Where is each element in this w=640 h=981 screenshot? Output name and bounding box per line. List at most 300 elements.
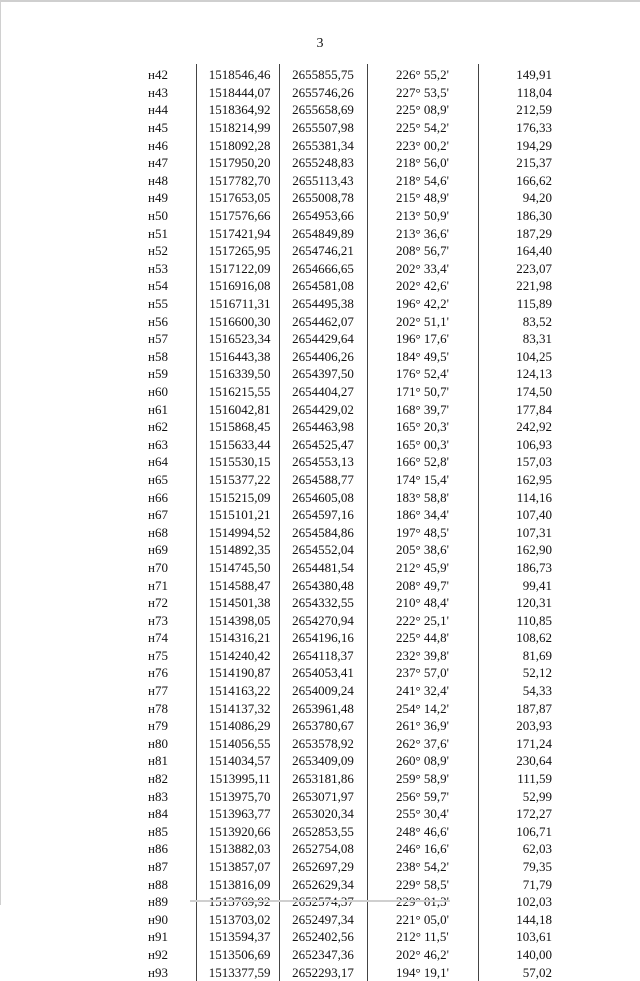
direction-angle-cell: 255° 30,4' [367, 805, 478, 823]
y-coordinate-cell: 2655113,43 [279, 172, 367, 190]
y-coordinate-cell: 2654581,08 [279, 277, 367, 295]
segment-length-cell: 203,93 [478, 717, 572, 735]
direction-angle-cell: 213° 36,6' [367, 224, 478, 242]
x-coordinate-cell: 1515633,44 [196, 435, 279, 453]
direction-angle-cell: 213° 50,9' [367, 207, 478, 225]
point-name-cell: н80 [148, 735, 168, 751]
scan-top-border [0, 0, 640, 5]
point-name-cell: н44 [148, 102, 168, 118]
segment-length-cell: 107,31 [478, 523, 572, 541]
table-row [120, 84, 572, 102]
table-row [120, 752, 572, 770]
point-name-cell: н90 [148, 911, 168, 927]
direction-angle-cell: 197° 48,5' [367, 523, 478, 541]
point-name-cell: н81 [148, 753, 168, 769]
x-coordinate-cell: 1513975,70 [196, 787, 279, 805]
direction-angle-cell: 241° 32,4' [367, 682, 478, 700]
page-number: 3 [316, 36, 324, 51]
direction-angle-cell: 261° 36,9' [367, 717, 478, 735]
segment-length-cell: 140,00 [478, 946, 572, 964]
x-coordinate-cell: 1517782,70 [196, 172, 279, 190]
x-coordinate-cell: 1516711,31 [196, 295, 279, 313]
y-coordinate-cell: 2654406,26 [279, 348, 367, 366]
table-row [120, 277, 572, 295]
y-coordinate-cell: 2653020,34 [279, 805, 367, 823]
segment-length-cell: 102,03 [478, 893, 572, 911]
y-coordinate-cell: 2653961,48 [279, 699, 367, 717]
point-name-cell: н78 [148, 700, 168, 716]
segment-length-cell: 149,91 [478, 64, 572, 84]
table-row [120, 295, 572, 313]
segment-length-cell: 52,99 [478, 787, 572, 805]
table-row [120, 154, 572, 172]
direction-angle-cell: 232° 39,8' [367, 647, 478, 665]
x-coordinate-cell: 1513377,59 [196, 963, 279, 981]
x-coordinate-cell: 1514086,29 [196, 717, 279, 735]
segment-length-cell: 221,98 [478, 277, 572, 295]
point-name-cell: н88 [148, 876, 168, 892]
point-name-cell: н82 [148, 771, 168, 787]
segment-length-cell: 83,52 [478, 312, 572, 330]
direction-angle-cell: 202° 42,6' [367, 277, 478, 295]
y-coordinate-cell: 2653409,09 [279, 752, 367, 770]
direction-angle-cell: 194° 19,1' [367, 963, 478, 981]
y-coordinate-cell: 2654463,98 [279, 418, 367, 436]
point-name-cell: н74 [148, 630, 168, 646]
coordinates-table-body [120, 64, 572, 981]
table-row [120, 559, 572, 577]
y-coordinate-cell: 2653181,86 [279, 770, 367, 788]
table-row [120, 330, 572, 348]
x-coordinate-cell: 1517653,05 [196, 189, 279, 207]
y-coordinate-cell: 2653780,67 [279, 717, 367, 735]
segment-length-cell: 162,90 [478, 541, 572, 559]
point-name-cell: н43 [148, 84, 168, 100]
point-name-cell: н71 [148, 577, 168, 593]
direction-angle-cell: 256° 59,7' [367, 787, 478, 805]
table-row [120, 101, 572, 119]
point-name-cell: н73 [148, 612, 168, 628]
x-coordinate-cell: 1514190,87 [196, 664, 279, 682]
direction-angle-cell: 212° 45,9' [367, 559, 478, 577]
x-coordinate-cell: 1514034,57 [196, 752, 279, 770]
point-name-cell: н70 [148, 559, 168, 575]
table-row [120, 946, 572, 964]
y-coordinate-cell: 2654009,24 [279, 682, 367, 700]
direction-angle-cell: 205° 38,6' [367, 541, 478, 559]
point-name-cell: н48 [148, 172, 168, 188]
point-name-cell: н60 [148, 383, 168, 399]
segment-length-cell: 57,02 [478, 963, 572, 981]
point-name-cell: н49 [148, 190, 168, 206]
boundary-coordinates-table [120, 64, 572, 981]
x-coordinate-cell: 1517421,94 [196, 224, 279, 242]
y-coordinate-cell: 2652497,34 [279, 911, 367, 929]
point-name-cell: н93 [148, 964, 168, 980]
table-row [120, 594, 572, 612]
segment-length-cell: 162,95 [478, 471, 572, 489]
y-coordinate-cell: 2652697,29 [279, 858, 367, 876]
y-coordinate-cell: 2652402,56 [279, 928, 367, 946]
direction-angle-cell: 238° 54,2' [367, 858, 478, 876]
table-row [120, 647, 572, 665]
segment-length-cell: 186,73 [478, 559, 572, 577]
y-coordinate-cell: 2654397,50 [279, 365, 367, 383]
direction-angle-cell: 221° 05,0' [367, 911, 478, 929]
x-coordinate-cell: 1515868,45 [196, 418, 279, 436]
x-coordinate-cell: 1518546,46 [196, 64, 279, 84]
x-coordinate-cell: 1518214,99 [196, 119, 279, 137]
x-coordinate-cell: 1515530,15 [196, 453, 279, 471]
x-coordinate-cell: 1516042,81 [196, 400, 279, 418]
table-row [120, 189, 572, 207]
point-name-cell: н92 [148, 946, 168, 962]
x-coordinate-cell: 1516443,38 [196, 348, 279, 366]
direction-angle-cell: 215° 48,9' [367, 189, 478, 207]
table-row [120, 453, 572, 471]
y-coordinate-cell: 2655746,26 [279, 84, 367, 102]
table-row [120, 928, 572, 946]
segment-length-cell: 187,29 [478, 224, 572, 242]
x-coordinate-cell: 1516215,55 [196, 383, 279, 401]
table-row [120, 136, 572, 154]
direction-angle-cell: 186° 34,4' [367, 506, 478, 524]
table-row [120, 875, 572, 893]
direction-angle-cell: 212° 11,5' [367, 928, 478, 946]
y-coordinate-cell: 2655008,78 [279, 189, 367, 207]
x-coordinate-cell: 1514501,38 [196, 594, 279, 612]
y-coordinate-cell: 2654429,02 [279, 400, 367, 418]
table-row [120, 770, 572, 788]
x-coordinate-cell: 1513963,77 [196, 805, 279, 823]
segment-length-cell: 108,62 [478, 629, 572, 647]
y-coordinate-cell: 2654553,13 [279, 453, 367, 471]
y-coordinate-cell: 2654953,66 [279, 207, 367, 225]
direction-angle-cell: 210° 48,4' [367, 594, 478, 612]
direction-angle-cell: 196° 42,2' [367, 295, 478, 313]
direction-angle-cell: 171° 50,7' [367, 383, 478, 401]
segment-length-cell: 106,93 [478, 435, 572, 453]
x-coordinate-cell: 1517950,20 [196, 154, 279, 172]
table-row [120, 805, 572, 823]
table-row [120, 418, 572, 436]
direction-angle-cell: 184° 49,5' [367, 348, 478, 366]
segment-length-cell: 120,31 [478, 594, 572, 612]
direction-angle-cell: 225° 44,8' [367, 629, 478, 647]
y-coordinate-cell: 2655855,75 [279, 64, 367, 84]
x-coordinate-cell: 1514588,47 [196, 576, 279, 594]
table-row [120, 207, 572, 225]
x-coordinate-cell: 1517265,95 [196, 242, 279, 260]
segment-length-cell: 223,07 [478, 260, 572, 278]
direction-angle-cell: 202° 33,4' [367, 260, 478, 278]
point-name-cell: н61 [148, 401, 168, 417]
direction-angle-cell: 223° 00,2' [367, 136, 478, 154]
table-row [120, 699, 572, 717]
x-coordinate-cell: 1518364,92 [196, 101, 279, 119]
table-row [120, 629, 572, 647]
x-coordinate-cell: 1514163,22 [196, 682, 279, 700]
table-row [120, 260, 572, 278]
direction-angle-cell: 229° 58,5' [367, 875, 478, 893]
segment-length-cell: 215,37 [478, 154, 572, 172]
x-coordinate-cell: 1513882,03 [196, 840, 279, 858]
segment-length-cell: 114,16 [478, 488, 572, 506]
segment-length-cell: 110,85 [478, 611, 572, 629]
y-coordinate-cell: 2652347,36 [279, 946, 367, 964]
x-coordinate-cell: 1514056,55 [196, 735, 279, 753]
direction-angle-cell: 166° 52,8' [367, 453, 478, 471]
table-row [120, 735, 572, 753]
x-coordinate-cell: 1517122,09 [196, 260, 279, 278]
direction-angle-cell: 237° 57,0' [367, 664, 478, 682]
table-row [120, 611, 572, 629]
point-name-cell: н79 [148, 718, 168, 734]
segment-length-cell: 111,59 [478, 770, 572, 788]
direction-angle-cell: 254° 14,2' [367, 699, 478, 717]
direction-angle-cell: 202° 46,2' [367, 946, 478, 964]
y-coordinate-cell: 2654605,08 [279, 488, 367, 506]
table-row [120, 717, 572, 735]
x-coordinate-cell: 1515215,09 [196, 488, 279, 506]
point-name-cell: н59 [148, 366, 168, 382]
point-name-cell: н57 [148, 331, 168, 347]
segment-length-cell: 212,59 [478, 101, 572, 119]
y-coordinate-cell: 2654552,04 [279, 541, 367, 559]
direction-angle-cell: 227° 53,5' [367, 84, 478, 102]
y-coordinate-cell: 2654481,54 [279, 559, 367, 577]
segment-length-cell: 99,41 [478, 576, 572, 594]
table-row [120, 840, 572, 858]
point-name-cell: н50 [148, 208, 168, 224]
table-row [120, 664, 572, 682]
table-row [120, 682, 572, 700]
table-row [120, 823, 572, 841]
x-coordinate-cell: 1513857,07 [196, 858, 279, 876]
segment-length-cell: 230,64 [478, 752, 572, 770]
point-name-cell: н54 [148, 278, 168, 294]
y-coordinate-cell: 2655507,98 [279, 119, 367, 137]
x-coordinate-cell: 1514994,52 [196, 523, 279, 541]
y-coordinate-cell: 2654666,65 [279, 260, 367, 278]
point-name-cell: н46 [148, 137, 168, 153]
direction-angle-cell: 225° 54,2' [367, 119, 478, 137]
direction-angle-cell: 259° 58,9' [367, 770, 478, 788]
segment-length-cell: 124,13 [478, 365, 572, 383]
table-row [120, 488, 572, 506]
segment-length-cell: 186,30 [478, 207, 572, 225]
point-name-cell: н86 [148, 841, 168, 857]
direction-angle-cell: 208° 56,7' [367, 242, 478, 260]
x-coordinate-cell: 1515377,22 [196, 471, 279, 489]
direction-angle-cell: 183° 58,8' [367, 488, 478, 506]
point-name-cell: н55 [148, 296, 168, 312]
segment-length-cell: 176,33 [478, 119, 572, 137]
y-coordinate-cell: 2654270,94 [279, 611, 367, 629]
segment-length-cell: 62,03 [478, 840, 572, 858]
y-coordinate-cell: 2654495,38 [279, 295, 367, 313]
y-coordinate-cell: 2654746,21 [279, 242, 367, 260]
point-name-cell: н69 [148, 542, 168, 558]
segment-length-cell: 157,03 [478, 453, 572, 471]
x-coordinate-cell: 1517576,66 [196, 207, 279, 225]
point-name-cell: н42 [148, 67, 168, 83]
y-coordinate-cell: 2655658,69 [279, 101, 367, 119]
point-name-cell: н83 [148, 788, 168, 804]
table-row [120, 348, 572, 366]
x-coordinate-cell: 1514398,05 [196, 611, 279, 629]
y-coordinate-cell: 2654525,47 [279, 435, 367, 453]
direction-angle-cell: 202° 51,1' [367, 312, 478, 330]
point-name-cell: н65 [148, 471, 168, 487]
direction-angle-cell: 262° 37,6' [367, 735, 478, 753]
x-coordinate-cell: 1518444,07 [196, 84, 279, 102]
y-coordinate-cell: 2654849,89 [279, 224, 367, 242]
x-coordinate-cell: 1514240,42 [196, 647, 279, 665]
y-coordinate-cell: 2654588,77 [279, 471, 367, 489]
x-coordinate-cell: 1513920,66 [196, 823, 279, 841]
point-name-cell: н91 [148, 929, 168, 945]
table-row [120, 400, 572, 418]
table-row [120, 172, 572, 190]
x-coordinate-cell: 1516523,34 [196, 330, 279, 348]
y-coordinate-cell: 2654462,07 [279, 312, 367, 330]
segment-length-cell: 118,04 [478, 84, 572, 102]
direction-angle-cell: 218° 54,6' [367, 172, 478, 190]
segment-length-cell: 106,71 [478, 823, 572, 841]
y-coordinate-cell: 2654584,86 [279, 523, 367, 541]
segment-length-cell: 52,12 [478, 664, 572, 682]
direction-angle-cell: 196° 17,6' [367, 330, 478, 348]
table-row [120, 64, 572, 84]
table-row [120, 523, 572, 541]
y-coordinate-cell: 2654404,27 [279, 383, 367, 401]
point-name-cell: н75 [148, 647, 168, 663]
scan-bottom-border [190, 900, 450, 902]
point-name-cell: н66 [148, 489, 168, 505]
y-coordinate-cell: 2654597,16 [279, 506, 367, 524]
y-coordinate-cell: 2654118,37 [279, 647, 367, 665]
y-coordinate-cell: 2652629,34 [279, 875, 367, 893]
x-coordinate-cell: 1516600,30 [196, 312, 279, 330]
x-coordinate-cell: 1513995,11 [196, 770, 279, 788]
direction-angle-cell: 225° 08,9' [367, 101, 478, 119]
table-row [120, 383, 572, 401]
point-name-cell: н72 [148, 595, 168, 611]
x-coordinate-cell: 1516339,50 [196, 365, 279, 383]
x-coordinate-cell: 1516916,08 [196, 277, 279, 295]
point-name-cell: н89 [148, 894, 168, 910]
direction-angle-cell: 222° 25,1' [367, 611, 478, 629]
direction-angle-cell: 176° 52,4' [367, 365, 478, 383]
y-coordinate-cell: 2652293,17 [279, 963, 367, 981]
direction-angle-cell: 246° 16,6' [367, 840, 478, 858]
segment-length-cell: 144,18 [478, 911, 572, 929]
segment-length-cell: 71,79 [478, 875, 572, 893]
point-name-cell: н64 [148, 454, 168, 470]
direction-angle-cell: 208° 49,7' [367, 576, 478, 594]
direction-angle-cell: 226° 55,2' [367, 64, 478, 84]
x-coordinate-cell: 1513816,09 [196, 875, 279, 893]
table-row [120, 963, 572, 981]
table-row [120, 224, 572, 242]
point-name-cell: н84 [148, 806, 168, 822]
table-row [120, 435, 572, 453]
segment-length-cell: 174,50 [478, 383, 572, 401]
segment-length-cell: 187,87 [478, 699, 572, 717]
table-row [120, 541, 572, 559]
point-name-cell: н52 [148, 243, 168, 259]
y-coordinate-cell: 2655248,83 [279, 154, 367, 172]
direction-angle-cell: 218° 56,0' [367, 154, 478, 172]
table-row [120, 911, 572, 929]
x-coordinate-cell: 1515101,21 [196, 506, 279, 524]
segment-length-cell: 107,40 [478, 506, 572, 524]
segment-length-cell: 103,61 [478, 928, 572, 946]
x-coordinate-cell: 1514745,50 [196, 559, 279, 577]
table-row [120, 242, 572, 260]
segment-length-cell: 54,33 [478, 682, 572, 700]
x-coordinate-cell: 1513506,69 [196, 946, 279, 964]
segment-length-cell: 83,31 [478, 330, 572, 348]
x-coordinate-cell: 1514137,32 [196, 699, 279, 717]
point-name-cell: н56 [148, 313, 168, 329]
segment-length-cell: 164,40 [478, 242, 572, 260]
direction-angle-cell: 174° 15,4' [367, 471, 478, 489]
point-name-cell: н67 [148, 507, 168, 523]
point-name-cell: н63 [148, 436, 168, 452]
point-name-cell: н58 [148, 348, 168, 364]
segment-length-cell: 81,69 [478, 647, 572, 665]
y-coordinate-cell: 2654332,55 [279, 594, 367, 612]
y-coordinate-cell: 2654196,16 [279, 629, 367, 647]
table-row [120, 312, 572, 330]
segment-length-cell: 194,29 [478, 136, 572, 154]
segment-length-cell: 177,84 [478, 400, 572, 418]
table-row [120, 119, 572, 137]
y-coordinate-cell: 2653578,92 [279, 735, 367, 753]
y-coordinate-cell: 2654429,64 [279, 330, 367, 348]
direction-angle-cell: 168° 39,7' [367, 400, 478, 418]
y-coordinate-cell: 2654053,41 [279, 664, 367, 682]
point-name-cell: н87 [148, 859, 168, 875]
segment-length-cell: 79,35 [478, 858, 572, 876]
segment-length-cell: 242,92 [478, 418, 572, 436]
segment-length-cell: 94,20 [478, 189, 572, 207]
segment-length-cell: 171,24 [478, 735, 572, 753]
x-coordinate-cell: 1518092,28 [196, 136, 279, 154]
segment-length-cell: 172,27 [478, 805, 572, 823]
direction-angle-cell: 165° 00,3' [367, 435, 478, 453]
point-name-cell: н53 [148, 260, 168, 276]
table-row [120, 858, 572, 876]
x-coordinate-cell: 1514892,35 [196, 541, 279, 559]
y-coordinate-cell: 2655381,34 [279, 136, 367, 154]
y-coordinate-cell: 2652754,08 [279, 840, 367, 858]
point-name-cell: н51 [148, 225, 168, 241]
table-row [120, 506, 572, 524]
y-coordinate-cell: 2653071,97 [279, 787, 367, 805]
segment-length-cell: 166,62 [478, 172, 572, 190]
segment-length-cell: 104,25 [478, 348, 572, 366]
segment-length-cell: 115,89 [478, 295, 572, 313]
x-coordinate-cell: 1513594,37 [196, 928, 279, 946]
point-name-cell: н45 [148, 120, 168, 136]
y-coordinate-cell: 2652853,55 [279, 823, 367, 841]
y-coordinate-cell: 2654380,48 [279, 576, 367, 594]
point-name-cell: н68 [148, 524, 168, 540]
point-name-cell: н77 [148, 683, 168, 699]
